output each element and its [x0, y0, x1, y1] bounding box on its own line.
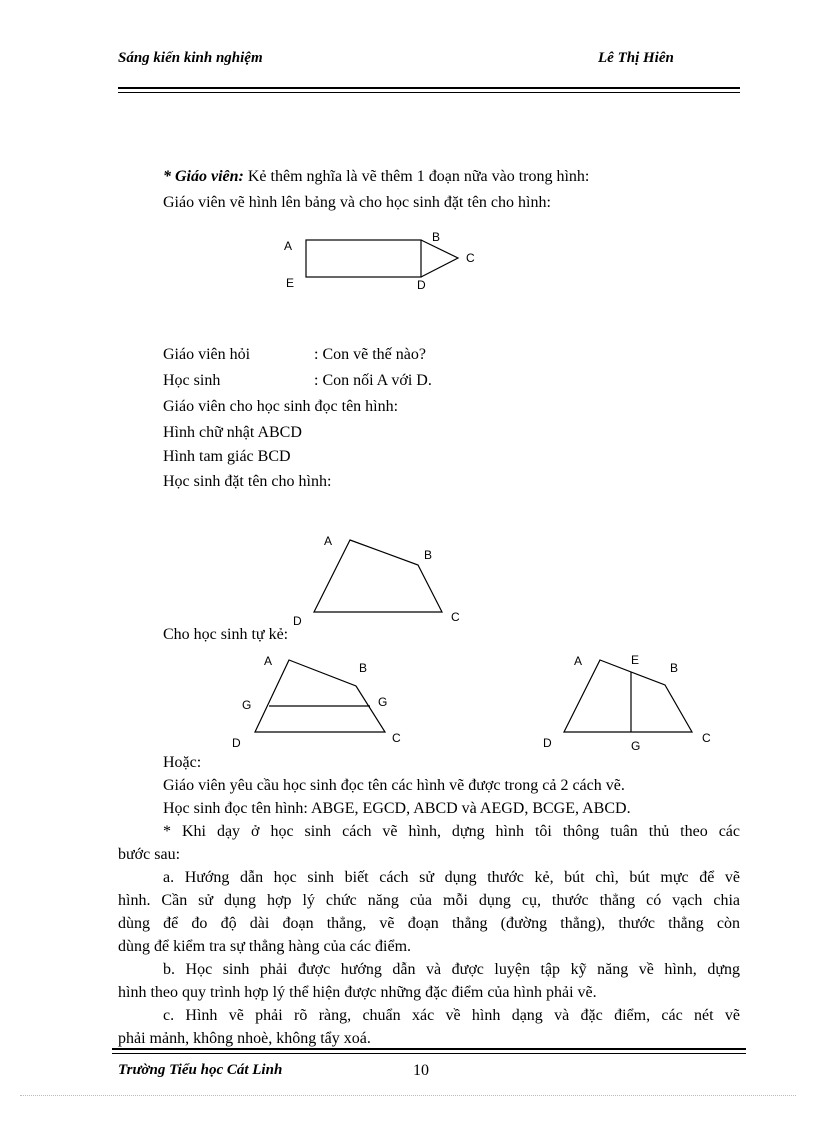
page-bottom-dotted-line	[20, 1095, 796, 1096]
student-answer-text: : Con nối A với D.	[314, 372, 432, 389]
line-triangle-name: Hình tam giác BCD	[163, 448, 291, 465]
line-draw-board: Giáo viên vẽ hình lên bảng và cho học sinh đặt tên cho hình:	[163, 194, 551, 211]
fig3-label-a: A	[264, 654, 273, 668]
fig2-label-b: B	[424, 548, 433, 562]
para-a-line1: a. Hướng dẫn học sinh biết cách sử dụng thước kẻ, bút chì, bút mực để vẽ	[163, 869, 740, 886]
line-method-intro: * Khi dạy ở học sinh cách vẽ hình, dựng hình tôi thông tuân thủ theo các	[163, 823, 740, 840]
fig2-label-d: D	[293, 614, 302, 628]
fig1-label-b: B	[432, 230, 441, 244]
fig3-label-g-left: G	[242, 698, 252, 712]
fig4-label-a: A	[574, 654, 583, 668]
line-read-names: Giáo viên cho học sinh đọc tên hình:	[163, 398, 399, 415]
fig2-label-a: A	[324, 534, 333, 548]
fig3-label-d: D	[232, 736, 241, 750]
student-answer-label: Học sinh	[163, 372, 221, 389]
para-a-line2: hình. Cần sử dụng hợp lý chức năng của mỗi dụng cụ, thước thẳng có vạch chia	[118, 892, 740, 909]
fig1-label-c: C	[466, 251, 475, 265]
fig4-label-b: B	[670, 661, 679, 675]
line-or: Hoặc:	[163, 754, 202, 771]
fig3-label-g-right: G	[378, 695, 388, 709]
teacher-question-text: : Con vẽ thế nào?	[314, 346, 426, 363]
fig4-label-g: G	[631, 739, 641, 753]
fig3-label-c: C	[392, 731, 401, 745]
line-student-name-shape: Học sinh đặt tên cho hình:	[163, 473, 332, 490]
para-c-line2: phải mảnh, không nhoè, không tẩy xoá.	[118, 1030, 371, 1047]
fig4-label-c: C	[702, 731, 711, 745]
fig1-label-d: D	[417, 278, 426, 292]
para-c-line1: c. Hình vẽ phải rõ ràng, chuẩn xác về hình dạng và đặc điểm, các nét vẽ	[163, 1007, 740, 1024]
line-teacher-request: Giáo viên yêu cầu học sinh đọc tên các hình vẽ được trong cả 2 cách vẽ.	[163, 777, 625, 794]
fig4-label-d: D	[543, 736, 552, 750]
footer-rule-bottom	[112, 1053, 746, 1054]
footer-school: Trường Tiểu học Cát Linh	[118, 1062, 283, 1078]
para-a-line3: dùng để đo độ dài đoạn thẳng, vẽ đoạn thẳng (đường thẳng), thước thẳng còn	[118, 915, 740, 932]
teacher-label: * Giáo viên:	[163, 168, 244, 185]
footer-rule-top	[112, 1048, 746, 1050]
header-left: Sáng kiến kinh nghiệm	[118, 50, 263, 66]
line-steps: bước sau:	[118, 846, 181, 863]
fig4-label-e: E	[631, 653, 640, 667]
fig3-label-b: B	[359, 661, 368, 675]
header-right: Lê Thị Hiên	[598, 50, 674, 66]
line-self-draw: Cho học sinh tự kẻ:	[163, 626, 289, 643]
fig2-label-c: C	[451, 610, 460, 624]
footer-page-number: 10	[413, 1062, 429, 1079]
fig1-label-e: E	[286, 276, 295, 290]
teacher-question-label: Giáo viên hỏi	[163, 346, 251, 363]
line-student-read: Học sinh đọc tên hình: ABGE, EGCD, ABCD và AEGD, BCGE, ABCD.	[163, 800, 631, 817]
para-b-line1: b. Học sinh phải được hướng dẫn và được luyện tập kỹ năng về hình, dựng	[163, 961, 740, 978]
para-b-line2: hình theo quy trình hợp lý thể hiện được những đặc điểm của hình phải vẽ.	[118, 984, 597, 1001]
para-a-line4: dùng để kiểm tra sự thẳng hàng của các điểm.	[118, 938, 412, 955]
teacher-intro-text: Kẻ thêm nghĩa là vẽ thêm 1 đoạn nữa vào trong hình:	[243, 168, 590, 185]
fig1-label-a: A	[284, 239, 293, 253]
line-rectangle-name: Hình chữ nhật ABCD	[163, 424, 302, 441]
